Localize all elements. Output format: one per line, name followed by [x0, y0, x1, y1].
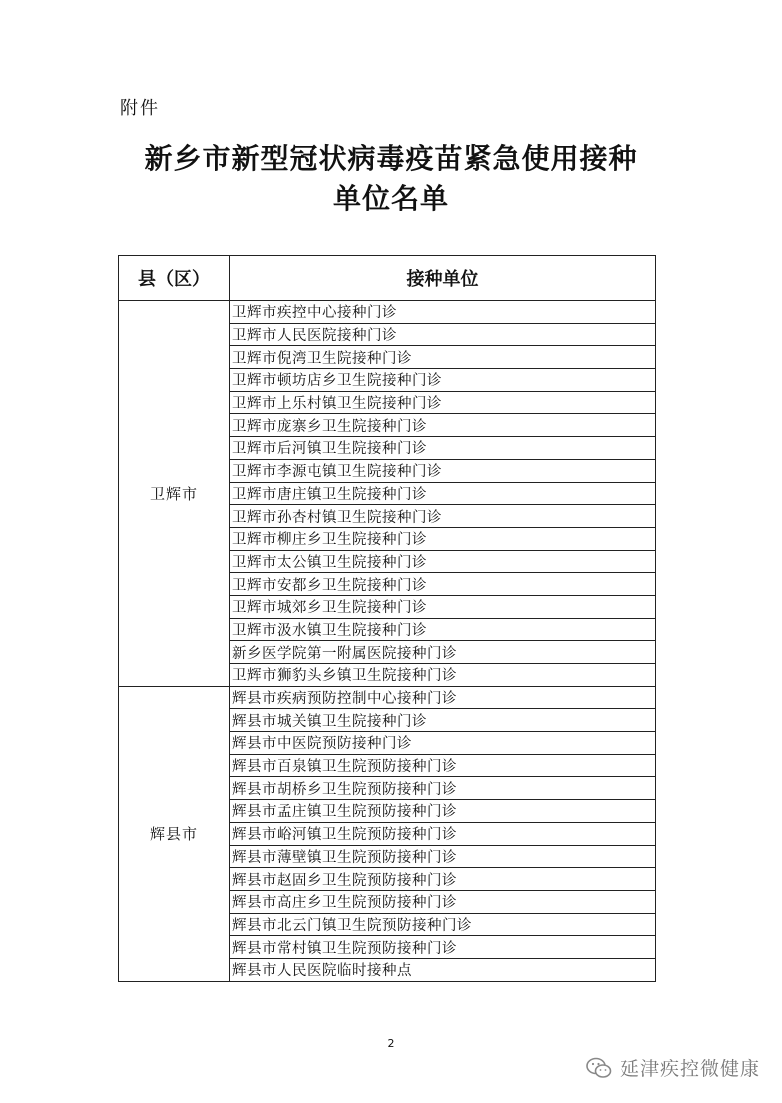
- county-column-header: 县（区）: [119, 256, 230, 301]
- unit-cell: 卫辉市柳庄乡卫生院接种门诊: [230, 527, 656, 550]
- unit-cell: 卫辉市太公镇卫生院接种门诊: [230, 550, 656, 573]
- unit-cell: 辉县市疾病预防控制中心接种门诊: [230, 686, 656, 709]
- table-row: [119, 301, 656, 324]
- page-number: 2: [387, 1037, 395, 1050]
- unit-cell: 卫辉市疾控中心接种门诊: [230, 301, 656, 324]
- document-title-line-1: 新乡市新型冠状病毒疫苗紧急使用接种: [144, 142, 638, 175]
- unit-cell: 卫辉市上乐村镇卫生院接种门诊: [230, 391, 656, 414]
- unit-cell: 卫辉市庞寨乡卫生院接种门诊: [230, 414, 656, 437]
- unit-cell: 辉县市百泉镇卫生院预防接种门诊: [230, 754, 656, 777]
- unit-cell: 辉县市峪河镇卫生院预防接种门诊: [230, 822, 656, 845]
- document-title-line-2: 单位名单: [332, 182, 449, 215]
- unit-cell: 辉县市胡桥乡卫生院预防接种门诊: [230, 777, 656, 800]
- unit-cell: 卫辉市人民医院接种门诊: [230, 323, 656, 346]
- table-row: [119, 686, 656, 709]
- unit-cell: 辉县市赵固乡卫生院预防接种门诊: [230, 868, 656, 891]
- unit-cell: 辉县市孟庄镇卫生院预防接种门诊: [230, 800, 656, 823]
- watermark: [586, 1054, 760, 1081]
- county-cell: 辉县市: [119, 686, 230, 981]
- unit-cell: 卫辉市倪湾卫生院接种门诊: [230, 346, 656, 369]
- vaccination-units-table: [118, 255, 656, 982]
- table-header-row: [119, 256, 656, 301]
- wechat-icon: [586, 1057, 612, 1079]
- table-body: [119, 301, 656, 982]
- unit-cell: 新乡医学院第一附属医院接种门诊: [230, 641, 656, 664]
- county-cell: 卫辉市: [119, 301, 230, 687]
- unit-cell: 卫辉市安都乡卫生院接种门诊: [230, 573, 656, 596]
- unit-cell: 辉县市薄壁镇卫生院预防接种门诊: [230, 845, 656, 868]
- unit-cell: 辉县市常村镇卫生院预防接种门诊: [230, 936, 656, 959]
- attachment-label: 附件: [120, 98, 160, 119]
- unit-cell: 卫辉市孙杏村镇卫生院接种门诊: [230, 505, 656, 528]
- unit-cell: 卫辉市李源屯镇卫生院接种门诊: [230, 459, 656, 482]
- watermark-text: 延津疾控微健康: [619, 1058, 760, 1080]
- unit-cell: 辉县市人民医院临时接种点: [230, 958, 656, 981]
- unit-cell: 卫辉市城郊乡卫生院接种门诊: [230, 595, 656, 618]
- unit-cell: 卫辉市后河镇卫生院接种门诊: [230, 437, 656, 460]
- unit-cell: 辉县市高庄乡卫生院预防接种门诊: [230, 890, 656, 913]
- unit-cell: 卫辉市狮豹头乡镇卫生院接种门诊: [230, 664, 656, 687]
- unit-cell: 卫辉市唐庄镇卫生院接种门诊: [230, 482, 656, 505]
- unit-cell: 辉县市北云门镇卫生院预防接种门诊: [230, 913, 656, 936]
- unit-cell: 辉县市城关镇卫生院接种门诊: [230, 709, 656, 732]
- unit-cell: 卫辉市汲水镇卫生院接种门诊: [230, 618, 656, 641]
- unit-cell: 辉县市中医院预防接种门诊: [230, 732, 656, 755]
- unit-cell: 卫辉市顿坊店乡卫生院接种门诊: [230, 369, 656, 392]
- unit-column-header: 接种单位: [230, 256, 656, 301]
